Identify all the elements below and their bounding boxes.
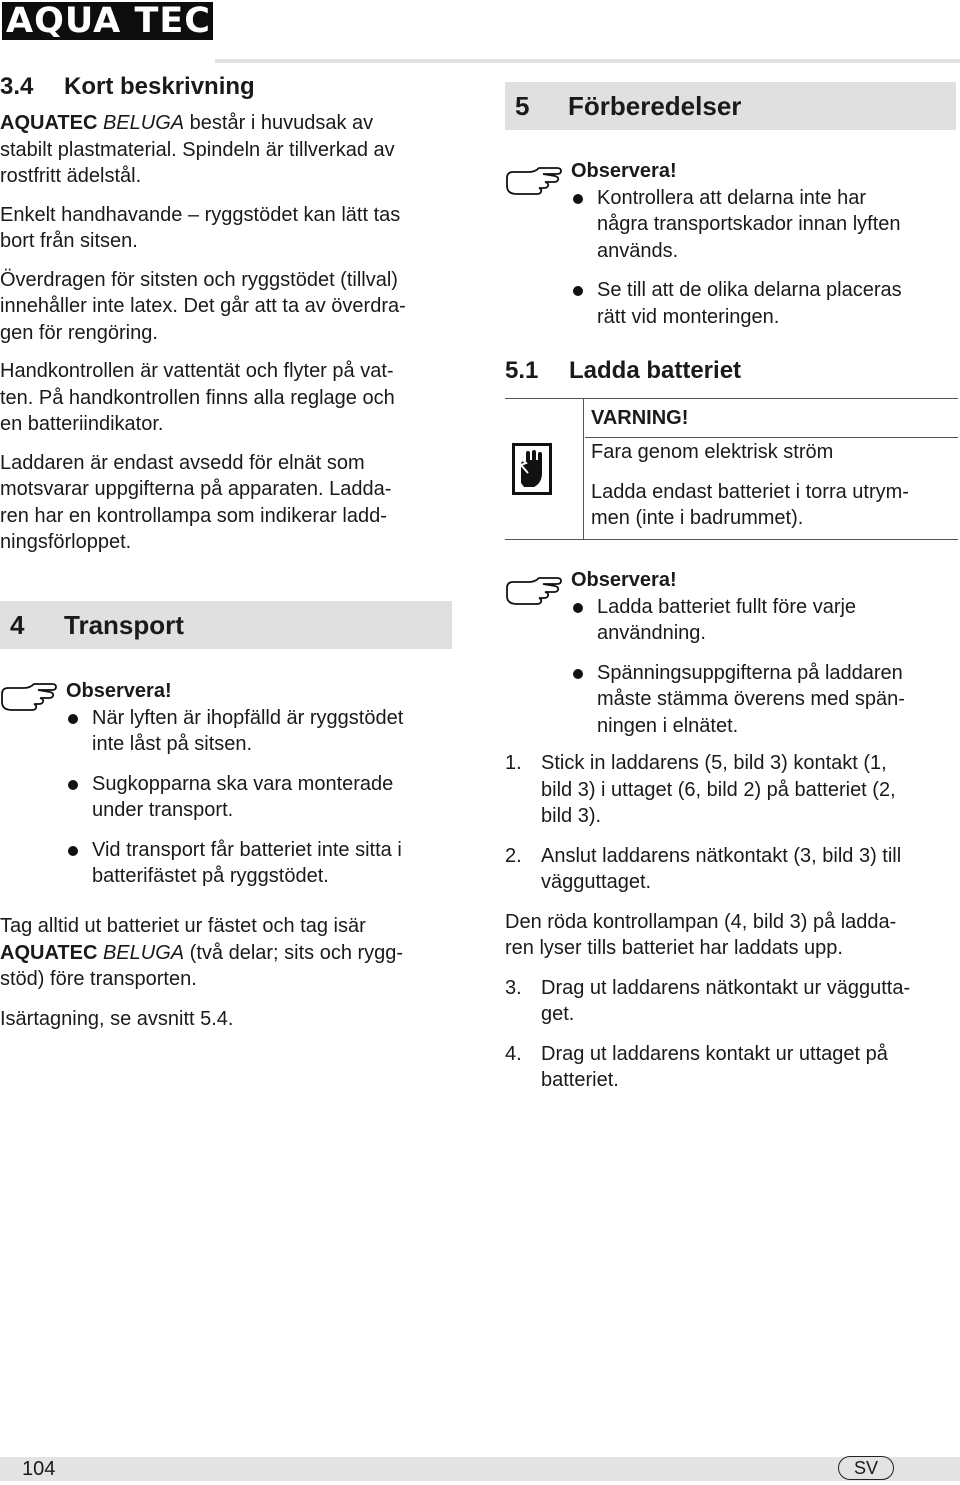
text-line: vägguttaget. <box>541 871 652 893</box>
text-line: Den röda kontrollampan (4, bild 3) på ladda- <box>505 910 897 933</box>
text-line: gen för rengöring. <box>0 321 158 344</box>
text-line: Vid transport får batteriet inte sitta i <box>92 838 402 861</box>
text-line: motsvarar uppgifterna på apparaten. Ladda- <box>0 478 392 500</box>
note-label: Observera! <box>571 569 677 591</box>
warning-label-row <box>585 399 958 438</box>
step-item <box>505 843 957 896</box>
text-line: Anslut laddarens nätkontakt (3, bild 3) till <box>541 844 902 867</box>
step-item <box>505 750 957 830</box>
text-line: bort från sitsen. <box>0 230 138 252</box>
list-item <box>571 277 960 330</box>
section-number: 4 <box>10 610 25 640</box>
paragraph: Isärtagning, se avsnitt 5.4. <box>0 1007 234 1030</box>
logo-text: AQUA TEC <box>6 1 211 41</box>
text-line: Sugkopparna ska vara monterade <box>92 772 394 795</box>
section-4-text <box>0 913 456 1032</box>
step-item <box>505 1041 957 1094</box>
text-line: Laddaren är endast avsedd för elnät som <box>0 451 365 474</box>
section-5-1-body <box>571 567 960 739</box>
brand-logo <box>2 1 223 41</box>
text-line: Ladda endast batteriet i torra utrym- <box>591 480 909 503</box>
text-line: bild 3) i uttaget (6, bild 2) på batteriet (2, <box>541 778 896 801</box>
text-line: ren lyser tills batteriet har laddats upp. <box>505 937 843 959</box>
paragraph <box>0 358 452 438</box>
text-line: ren har en kontrollampa som indikerar ladd- <box>0 504 387 527</box>
text-line: Ladda batteriet fullt före varje <box>597 595 857 618</box>
brand-name: AQUATEC <box>0 941 98 964</box>
section-title: Ladda batteriet <box>569 357 742 384</box>
text-line: stabilt plastmaterial. Spindeln är tillverkad av <box>0 138 395 161</box>
section-number: 5 <box>515 91 530 121</box>
page-number: 104 <box>22 1458 56 1480</box>
pointing-hand-icon <box>505 164 563 196</box>
section-title: Transport <box>64 610 184 640</box>
text-line: innehåller inte latex. Det går att ta av överdra- <box>0 295 406 317</box>
list-item <box>66 837 456 890</box>
paragraph <box>0 267 452 347</box>
text-line: När lyften är ihopfälld är ryggstödet <box>92 706 404 729</box>
left-column <box>0 72 452 556</box>
warning-text <box>591 439 956 532</box>
step-number: 1. <box>505 752 522 774</box>
text-line: Se till att de olika delarna placeras <box>597 279 902 301</box>
brand-name: AQUATEC <box>0 112 98 134</box>
list-item <box>66 705 456 758</box>
header-rule <box>215 59 960 63</box>
text-line: Handkontrollen är vattentät och flyter på vat- <box>0 360 394 382</box>
list-item <box>571 594 960 647</box>
list-item <box>571 185 960 265</box>
text-line: måste stämma överens med spän- <box>597 688 905 710</box>
section-3-4-heading <box>0 72 452 102</box>
model-name: BELUGA <box>102 941 185 964</box>
step-number: 2. <box>505 844 522 867</box>
text-line: ten. På handkontrollen finns alla reglage och <box>0 386 395 409</box>
section-number: 5.1 <box>505 357 539 384</box>
text-line: Drag ut laddarens nätkontakt ur väggutta- <box>541 976 911 999</box>
text-line: rätt vid monteringen. <box>597 305 780 328</box>
pointing-hand-icon <box>0 680 58 712</box>
warning-box <box>505 398 958 540</box>
logo-registered-mark: ® <box>211 2 223 13</box>
text-line: stöd) före transporten. <box>0 968 197 990</box>
paragraph <box>505 909 957 962</box>
text-line: under transport. <box>92 799 234 821</box>
warning-label: VARNING! <box>591 407 689 429</box>
paragraph <box>0 202 452 255</box>
text-line: består i huvudsak av <box>184 112 374 134</box>
text-line: get. <box>541 1003 575 1025</box>
step-item <box>505 975 957 1028</box>
text-line: rostfritt ädelstål. <box>0 165 142 187</box>
text-line: Drag ut laddarens kontakt ur uttaget på <box>541 1042 888 1065</box>
text-line: men (inte i badrummet). <box>591 507 804 529</box>
section-title: Förberedelser <box>568 91 742 121</box>
text-line: användning. <box>597 622 706 644</box>
section-4-heading <box>0 601 452 649</box>
step-number: 4. <box>505 1042 522 1065</box>
charging-steps <box>505 750 957 1094</box>
note-label: Observera! <box>571 160 677 182</box>
paragraph <box>0 110 452 190</box>
text-line: bild 3). <box>541 805 602 827</box>
section-4-body <box>66 678 456 890</box>
warning-hazard: Fara genom elektrisk ström <box>591 441 834 463</box>
text-line: (två delar; sits och rygg- <box>184 941 404 964</box>
paragraph <box>0 450 452 556</box>
pointing-hand-icon <box>505 574 563 606</box>
text-line: Överdragen för sitsten och ryggstödet (tillval) <box>0 268 398 291</box>
text-line: används. <box>597 239 679 262</box>
text-line: Stick in laddarens (5, bild 3) kontakt (1, <box>541 752 887 774</box>
text-line: batteriet. <box>541 1069 619 1091</box>
text-line: Spänningsuppgifterna på laddaren <box>597 661 903 684</box>
section-5-body <box>571 158 960 330</box>
list-item <box>66 771 456 824</box>
text-line: batterifästet på ryggstödet. <box>92 865 329 887</box>
paragraph <box>0 913 456 993</box>
text-line: ningen i elnätet. <box>597 714 739 737</box>
text-line: ningsförloppet. <box>0 531 132 553</box>
warning-instruction <box>591 479 956 532</box>
footer-bar <box>0 1457 960 1481</box>
text-line: en batteriindikator. <box>0 413 164 435</box>
warning-icon-cell <box>505 399 584 539</box>
text-line: Kontrollera att delarna inte har <box>597 186 867 209</box>
section-5-1-heading <box>505 356 955 386</box>
section-5-heading <box>505 82 956 130</box>
text-line: inte låst på sitsen. <box>92 733 253 755</box>
model-name: BELUGA <box>102 112 185 134</box>
text-line: Enkelt handhavande – ryggstödet kan lätt tas <box>0 203 401 226</box>
language-badge: SV <box>838 1456 894 1480</box>
step-number: 3. <box>505 976 522 999</box>
list-item <box>571 660 960 740</box>
note-label: Observera! <box>66 680 172 702</box>
text-line: Tag alltid ut batteriet ur fästet och tag isär <box>0 915 366 937</box>
text-line: några transportskador innan lyften <box>597 213 901 235</box>
section-number: 3.4 <box>0 73 34 100</box>
section-title: Kort beskrivning <box>64 73 255 100</box>
electric-shock-warning-icon <box>512 443 552 495</box>
